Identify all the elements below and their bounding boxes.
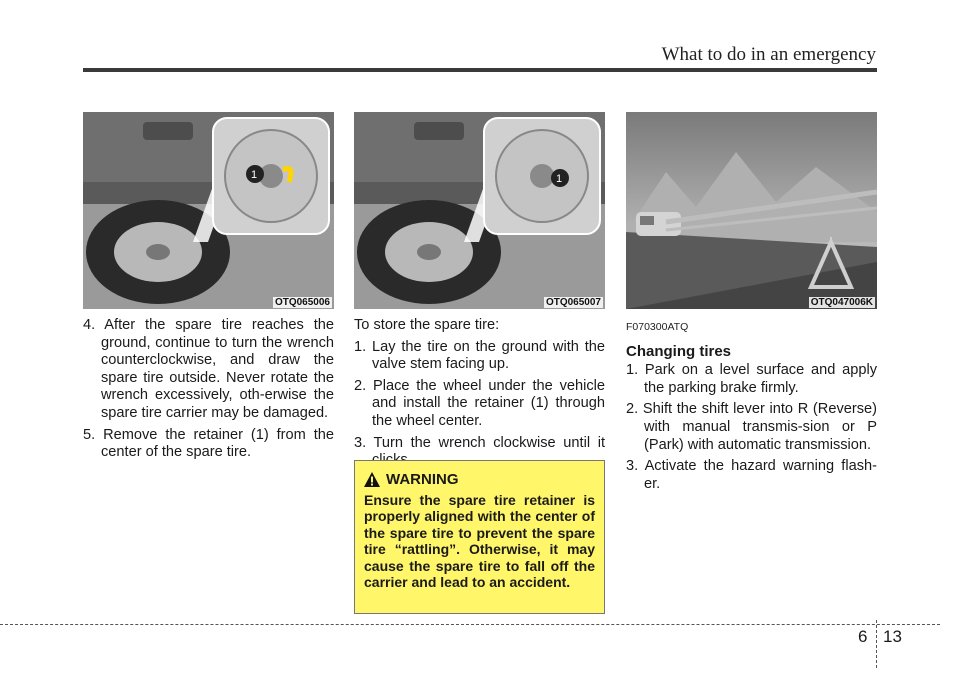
- figure-hazard-triangle: [626, 112, 877, 309]
- column-2: [354, 112, 605, 474]
- page-number: 13: [883, 627, 902, 646]
- step-4: 4. After the spare tire reaches the ground, continue to turn the wrench counterclockwise, and draw the spare tire outside. Never rotate the wrench excessively, oth-erwise the spare tire carrier may be damaged.: [83, 317, 334, 421]
- section-heading: Changing tires: [626, 342, 732, 360]
- column-1: [83, 112, 334, 466]
- store-step-1: 1. Lay the tire on the ground with the valve stem facing up.: [354, 338, 605, 373]
- warning-body: Ensure the spare tire retainer is properly aligned with the center of the spare tire to prevent the spare tire “rattling”. Otherwise, it may cause the spare tire to fall off the carrier and lead to an accident.: [364, 492, 595, 591]
- change-step-2: 2. Shift the shift lever into R (Reverse) with manual transmis-sion or P (Park) with automatic transmission.: [626, 401, 877, 453]
- step-5: 5. Remove the retainer (1) from the center of the spare tire.: [83, 426, 334, 461]
- footer-divider: [876, 620, 877, 668]
- change-step-3: 3. Activate the hazard warning flash-er.: [626, 458, 877, 492]
- change-step-1: 1. Park on a level surface and apply the parking brake firmly.: [626, 362, 877, 396]
- page-section-number: 6: [858, 627, 868, 646]
- figure-code: OTQ047006K: [810, 297, 873, 308]
- figure-spare-tire-storing: [354, 112, 605, 309]
- header-rule: [83, 68, 877, 72]
- section-code: F070300ATQ: [626, 321, 689, 333]
- figure-code: OTQ065006: [274, 297, 330, 308]
- spare-tire-storing-illustration: [354, 112, 605, 309]
- warning-triangle-icon: [364, 472, 380, 487]
- footer-rule: [0, 624, 940, 625]
- store-step-3: 3. Turn the wrench clockwise until it: [354, 434, 605, 451]
- spare-tire-lowering-illustration: [83, 112, 334, 309]
- store-intro: To store the spare tire:: [354, 317, 500, 333]
- page-header-title: What to do in an emergency: [661, 44, 876, 65]
- warning-box: [354, 460, 605, 614]
- figure-spare-tire-lowering: [83, 112, 334, 309]
- warning-title: WARNING: [386, 471, 459, 488]
- store-step-2: 2. Place the wheel under the vehicle and install the retainer (1) through the wheel center.: [354, 377, 605, 429]
- fig1-callout: 1: [251, 169, 258, 181]
- hazard-triangle-road-illustration: [626, 112, 877, 309]
- figure-code: OTQ065007: [545, 297, 601, 308]
- fig2-callout: 1: [556, 173, 563, 185]
- column-3: [626, 112, 877, 497]
